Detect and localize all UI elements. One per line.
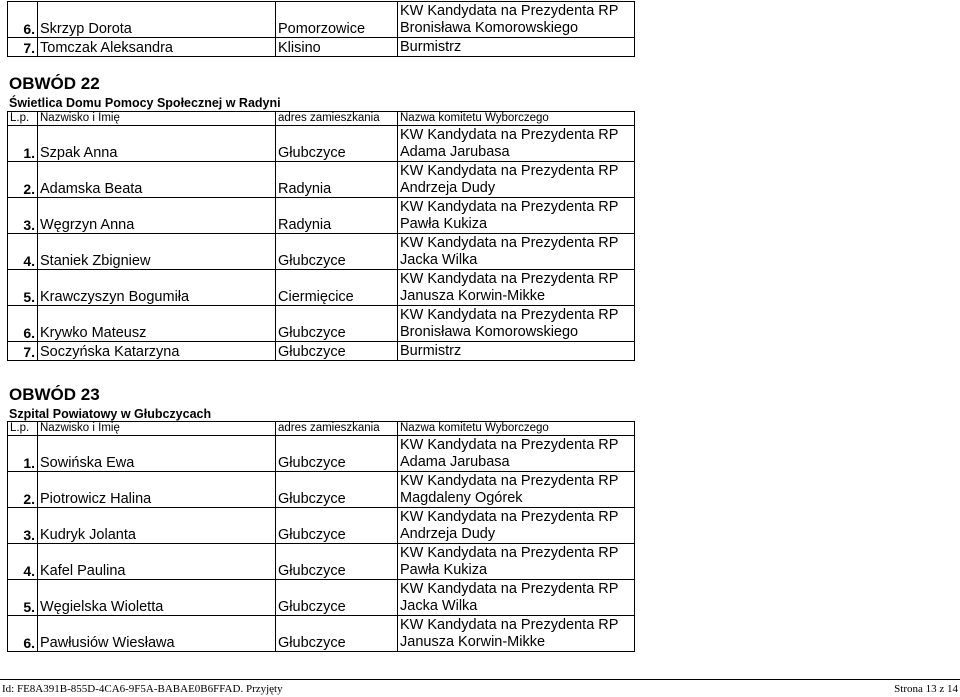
ward-23-tbody xyxy=(8,422,635,652)
table-row xyxy=(8,234,635,270)
member-address: Głubczyce xyxy=(276,472,398,508)
header-name: Nazwisko i Imię xyxy=(38,422,276,436)
committee-line: KW Kandydata na Prezydenta RP xyxy=(400,509,619,525)
member-name: Krawczyszyn Bogumiła xyxy=(38,270,276,306)
ward-23-location: Szpital Powiatowy w Głubczycach xyxy=(9,407,212,421)
header-committee: Nazwa komitetu Wyborczego xyxy=(398,112,635,126)
member-name: Piotrowicz Halina xyxy=(38,472,276,508)
committee-line: Janusza Korwin-Mikke xyxy=(400,634,546,650)
member-name: Węgielska Wioletta xyxy=(38,580,276,616)
header-lp: L.p. xyxy=(8,422,38,436)
member-lp: 6. xyxy=(8,306,38,342)
member-name: Skrzyp Dorota xyxy=(38,2,276,38)
member-address: Głubczyce xyxy=(276,508,398,544)
committee-line: KW Kandydata na Prezydenta RP xyxy=(400,199,619,215)
member-address: Głubczyce xyxy=(276,126,398,162)
committee-line: Burmistrz xyxy=(400,39,462,55)
table-row xyxy=(8,544,635,580)
member-committee xyxy=(398,306,635,342)
committee-line: KW Kandydata na Prezydenta RP xyxy=(400,545,619,561)
committee-line: KW Kandydata na Prezydenta RP xyxy=(400,437,619,453)
table-row xyxy=(8,270,635,306)
member-name: Krywko Mateusz xyxy=(38,306,276,342)
member-name: Sowińska Ewa xyxy=(38,436,276,472)
committee-line: Andrzeja Dudy xyxy=(400,180,496,196)
member-name: Kudryk Jolanta xyxy=(38,508,276,544)
member-lp: 1. xyxy=(8,436,38,472)
member-lp: 2. xyxy=(8,472,38,508)
committee-line: KW Kandydata na Prezydenta RP xyxy=(400,235,619,251)
page-number: Strona 13 z 14 xyxy=(894,683,958,695)
member-committee xyxy=(398,38,635,57)
member-committee xyxy=(398,472,635,508)
table-row xyxy=(8,436,635,472)
committee-line: KW Kandydata na Prezydenta RP xyxy=(400,473,619,489)
member-address: Radynia xyxy=(276,162,398,198)
member-name: Pawłusiów Wiesława xyxy=(38,616,276,652)
committee-line: KW Kandydata na Prezydenta RP xyxy=(400,163,619,179)
ward-22-tbody xyxy=(8,112,635,361)
member-name: Szpak Anna xyxy=(38,126,276,162)
table-row xyxy=(8,306,635,342)
committee-line: Burmistrz xyxy=(400,343,462,359)
member-committee xyxy=(398,436,635,472)
member-committee xyxy=(398,2,635,38)
member-committee xyxy=(398,580,635,616)
member-name: Adamska Beata xyxy=(38,162,276,198)
table-row xyxy=(8,616,635,652)
ward-22-location: Świetlica Domu Pomocy Społecznej w Radyni xyxy=(9,96,281,110)
member-name: Tomczak Aleksandra xyxy=(38,38,276,57)
member-address: Głubczyce xyxy=(276,342,398,361)
header-committee: Nazwa komitetu Wyborczego xyxy=(398,422,635,436)
member-committee xyxy=(398,616,635,652)
table-header-row xyxy=(8,422,635,436)
member-lp: 1. xyxy=(8,126,38,162)
table-row xyxy=(8,38,635,57)
member-address: Głubczyce xyxy=(276,436,398,472)
committee-line: Pawła Kukiza xyxy=(400,562,488,578)
committee-line: Janusza Korwin-Mikke xyxy=(400,288,546,304)
member-address: Głubczyce xyxy=(276,234,398,270)
header-address: adres zamieszkania xyxy=(276,422,398,436)
table-header-row xyxy=(8,112,635,126)
ward-23-title: OBWÓD 23 xyxy=(9,385,100,404)
ward-22-title: OBWÓD 22 xyxy=(9,74,100,93)
committee-line: Jacka Wilka xyxy=(400,598,478,614)
member-committee xyxy=(398,270,635,306)
header-name: Nazwisko i Imię xyxy=(38,112,276,126)
member-lp: 3. xyxy=(8,508,38,544)
member-committee xyxy=(398,126,635,162)
committee-line: Pawła Kukiza xyxy=(400,216,488,232)
table-row xyxy=(8,162,635,198)
member-address: Ciermięcice xyxy=(276,270,398,306)
member-address: Klisino xyxy=(276,38,398,57)
member-lp: 7. xyxy=(8,38,38,57)
member-address: Radynia xyxy=(276,198,398,234)
committee-line: KW Kandydata na Prezydenta RP xyxy=(400,271,619,287)
table-row xyxy=(8,508,635,544)
committee-line: Andrzeja Dudy xyxy=(400,526,496,542)
member-name: Staniek Zbigniew xyxy=(38,234,276,270)
member-name: Soczyńska Katarzyna xyxy=(38,342,276,361)
ward-23-table xyxy=(7,421,635,652)
table-row xyxy=(8,2,635,38)
member-address: Głubczyce xyxy=(276,616,398,652)
member-lp: 6. xyxy=(8,616,38,652)
committee-line: Adama Jarubasa xyxy=(400,454,510,470)
member-lp: 2. xyxy=(8,162,38,198)
page-footer xyxy=(0,679,960,697)
member-lp: 4. xyxy=(8,544,38,580)
member-lp: 5. xyxy=(8,270,38,306)
member-address: Głubczyce xyxy=(276,580,398,616)
table-row xyxy=(8,126,635,162)
member-address: Głubczyce xyxy=(276,306,398,342)
member-lp: 4. xyxy=(8,234,38,270)
top-members-tbody xyxy=(8,2,635,57)
committee-line: Bronisława Komorowskiego xyxy=(400,20,579,36)
table-row xyxy=(8,342,635,361)
member-name: Węgrzyn Anna xyxy=(38,198,276,234)
member-lp: 3. xyxy=(8,198,38,234)
ward-22-table xyxy=(7,111,635,361)
committee-line: KW Kandydata na Prezydenta RP xyxy=(400,617,619,633)
member-address: Pomorzowice xyxy=(276,2,398,38)
member-committee xyxy=(398,162,635,198)
member-committee xyxy=(398,234,635,270)
header-lp: L.p. xyxy=(8,112,38,126)
top-members-table xyxy=(7,1,635,57)
member-lp: 6. xyxy=(8,2,38,38)
committee-line: KW Kandydata na Prezydenta RP xyxy=(400,581,619,597)
member-committee xyxy=(398,544,635,580)
member-committee xyxy=(398,198,635,234)
member-address: Głubczyce xyxy=(276,544,398,580)
committee-line: Adama Jarubasa xyxy=(400,144,510,160)
member-lp: 7. xyxy=(8,342,38,361)
document-id: Id: FE8A391B-855D-4CA6-9F5A-BABAE0B6FFAD. Przyjęty xyxy=(2,683,283,695)
member-lp: 5. xyxy=(8,580,38,616)
committee-line: KW Kandydata na Prezydenta RP xyxy=(400,3,619,19)
table-row xyxy=(8,472,635,508)
header-address: adres zamieszkania xyxy=(276,112,398,126)
committee-line: Magdaleny Ogórek xyxy=(400,490,523,506)
member-name: Kafel Paulina xyxy=(38,544,276,580)
table-row xyxy=(8,580,635,616)
committee-line: KW Kandydata na Prezydenta RP xyxy=(400,127,619,143)
member-committee xyxy=(398,342,635,361)
committee-line: Bronisława Komorowskiego xyxy=(400,324,579,340)
committee-line: KW Kandydata na Prezydenta RP xyxy=(400,307,619,323)
committee-line: Jacka Wilka xyxy=(400,252,478,268)
table-row xyxy=(8,198,635,234)
member-committee xyxy=(398,508,635,544)
